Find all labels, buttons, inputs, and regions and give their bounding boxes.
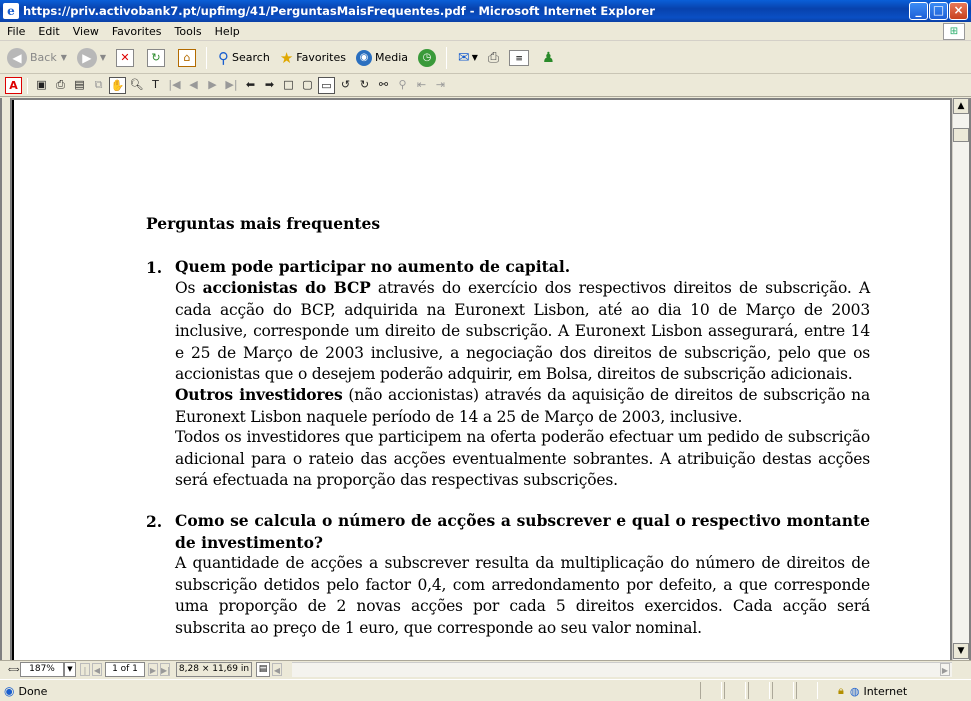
stop-icon: ✕ (116, 49, 134, 67)
pdf-page (12, 100, 950, 660)
back-label: Back (30, 51, 57, 64)
text-fragment: através do exercício dos respectivos direitos de subscrição. A cada acção do BCP, adquirida na Euronext Lisbon, até ao dia 10 de Março de 2003 inclusive, corresponde um direito de subscrição. A Euronext Lisbon assegurará, entre 14 e 25 de Março de 2003 inclusive, a negociação dos direitos de subscrição, pelo que os accionistas que o desejem poderão adquirir, em Bolsa, direitos de subscrição adicionais. (175, 279, 870, 383)
print-icon[interactable]: ⎙ (56, 78, 65, 91)
previous-page-icon: ◀ (92, 663, 102, 676)
web-capture-icon: ⇤ (416, 78, 427, 91)
edit-button[interactable] (506, 45, 535, 71)
close-button[interactable]: × (949, 2, 968, 20)
fit-page-icon[interactable]: ▢ (302, 78, 313, 91)
first-page-icon: | (80, 663, 90, 676)
zoom-tool-icon[interactable]: 🔍︎ (129, 78, 144, 91)
article-icon: ⇥ (435, 78, 446, 91)
menu-help[interactable]: Help (214, 24, 240, 38)
document-heading: Perguntas mais frequentes (146, 214, 381, 233)
home-icon: ⌂ (178, 49, 196, 67)
media-icon: ◉ (356, 50, 372, 66)
lock-icon[interactable]: 🔒︎ (838, 684, 844, 697)
page-done-icon: ◉ (4, 684, 15, 698)
status-text-area (4, 684, 47, 698)
bold-term: Outros investidores (175, 385, 343, 404)
fit-width-icon[interactable]: ▭ (318, 77, 335, 94)
status-panel (748, 682, 770, 699)
zoom-field[interactable]: 187% (20, 662, 64, 677)
favorites-button[interactable] (277, 45, 349, 71)
status-text: Done (18, 684, 48, 698)
menu-bar (0, 22, 971, 41)
page-size-readout: 8,28 × 11,69 in (176, 662, 252, 677)
refresh-button[interactable] (144, 45, 171, 71)
page-layout-icon[interactable]: ▤ (256, 662, 270, 677)
text-fragment: (não accionistas) através da aquisição de direitos de subscrição na Euronext Lisbon naquele período de 14 a 25 de Março de 2003, inclusive. (175, 386, 870, 426)
scroll-thumb[interactable] (953, 128, 969, 142)
last-page-icon: ▶| (225, 78, 238, 91)
question-number: 2. (146, 512, 163, 531)
stop-button[interactable] (113, 45, 140, 71)
navigation-pane-strip[interactable] (2, 98, 11, 660)
star-icon: ★ (279, 48, 294, 67)
security-zone (838, 684, 907, 698)
text-select-icon[interactable]: T (152, 78, 159, 91)
answer-paragraph (175, 384, 870, 428)
back-arrow-icon: ◀ (7, 48, 27, 68)
status-panel (772, 682, 794, 699)
next-page-icon: ▶ (208, 78, 217, 91)
menu-file[interactable]: File (7, 24, 26, 38)
search-pdf-icon: ⚲ (398, 78, 407, 91)
edit-icon: ≡ (509, 50, 529, 66)
search-icon: ⚲ (218, 48, 230, 67)
split-handle-icon[interactable]: ⟺ (8, 665, 20, 674)
previous-page-icon: ◀ (189, 78, 198, 91)
refresh-icon: ↻ (147, 49, 165, 67)
home-button[interactable] (175, 45, 202, 71)
find-icon[interactable]: ⚯ (378, 78, 389, 91)
maximize-button[interactable]: □ (929, 2, 948, 20)
rotate-left-icon[interactable]: ↺ (340, 78, 351, 91)
question-title: Como se calcula o número de acções a subscrever e qual o respectivo montante de investimento? (175, 511, 870, 552)
history-icon: ◷ (418, 49, 436, 67)
history-button[interactable] (415, 45, 442, 71)
minimize-button[interactable]: _ (909, 2, 928, 20)
answer-paragraph: A quantidade de acções a subscrever resulta da multiplicação do número de direitos de subscrição detidos pelo factor 0,4, com arredondamento por defeito, a que corresponde uma proporção de 2 novas acções por cada 5 direitos exercidos. Cada acção será subscrita ao preço de 1 euro, que corresponde ao seu valor nominal. (175, 554, 870, 637)
menu-tools[interactable]: Tools (174, 24, 202, 38)
actual-size-icon[interactable]: □ (283, 78, 294, 91)
media-button[interactable] (353, 45, 411, 71)
scroll-left-icon[interactable]: ◀ (272, 663, 282, 676)
answer-paragraph (175, 277, 870, 386)
scroll-down-icon[interactable]: ▼ (953, 643, 969, 659)
status-panel (700, 682, 722, 699)
mail-button[interactable] (455, 45, 481, 71)
back-dropdown-icon[interactable]: ▼ (60, 53, 67, 62)
first-page-icon: |◀ (168, 78, 181, 91)
toolbar-separator (446, 47, 447, 69)
favorites-label: Favorites (296, 51, 346, 64)
print-button[interactable] (485, 45, 502, 71)
answer-paragraph: Todos os investidores que participem na oferta poderão efectuar um pedido de subscrição adicional para o rateio das acções eventualmente sobrantes. A atribuição destas acções será efectuada na proporção das respectivas subscrições. (175, 428, 870, 489)
menu-view[interactable]: View (72, 24, 99, 38)
rotate-right-icon[interactable]: ↻ (359, 78, 370, 91)
forward-arrow-icon: ▶ (77, 48, 97, 68)
pdf-navigation-bar (0, 660, 971, 678)
bold-term: accionistas do BCP (202, 278, 371, 297)
messenger-button[interactable] (539, 45, 558, 71)
title-bar (0, 0, 971, 22)
hand-tool-icon[interactable]: ✋ (110, 79, 125, 92)
toolbar-separator (27, 78, 28, 94)
forward-dropdown-icon[interactable]: ▼ (99, 53, 107, 62)
scroll-right-icon[interactable]: ▶ (940, 663, 950, 676)
go-forward-icon[interactable]: ➡ (264, 78, 275, 91)
standard-toolbar (0, 42, 971, 74)
menu-favorites[interactable]: Favorites (111, 24, 162, 38)
internet-zone-icon: ◍ (849, 684, 860, 698)
text-fragment: Os (175, 279, 203, 297)
scroll-up-icon[interactable]: ▲ (953, 98, 969, 114)
zoom-dropdown-icon[interactable]: ▼ (64, 662, 76, 677)
page-indicator[interactable]: 1 of 1 (105, 662, 145, 677)
search-label: Search (232, 51, 270, 64)
search-button[interactable] (215, 45, 273, 71)
vertical-scrollbar[interactable] (952, 98, 969, 660)
mail-icon: ✉ (458, 49, 470, 66)
mail-dropdown-icon[interactable]: ▼ (471, 53, 478, 62)
toolbar-separator (206, 47, 207, 69)
go-back-icon[interactable]: ⬅ (245, 78, 256, 91)
status-panel (796, 682, 818, 699)
status-panel (724, 682, 746, 699)
last-page-icon: ▶| (160, 663, 170, 676)
back-button[interactable] (4, 45, 70, 71)
window-title: https://priv.activobank7.pt/upfimg/41/PerguntasMaisFrequentes.pdf - Microsoft Internet Explorer (23, 4, 655, 18)
ie-logo-icon: e (3, 3, 19, 19)
acrobat-toolbar (0, 75, 971, 97)
zone-label: Internet (863, 684, 908, 698)
horizontal-scrollbar[interactable] (292, 662, 952, 677)
forward-button[interactable] (74, 45, 109, 71)
next-page-icon: ▶ (148, 663, 158, 676)
copy-icon: ⧉ (94, 78, 103, 91)
messenger-icon: ♟ (542, 49, 555, 66)
media-label: Media (374, 51, 409, 64)
status-bar (0, 679, 971, 701)
question-number: 1. (146, 258, 163, 277)
print-icon: ⎙ (487, 49, 500, 66)
save-icon[interactable]: ▣ (36, 78, 47, 91)
adobe-logo-icon[interactable]: A (5, 77, 22, 94)
question-title: Quem pode participar no aumento de capital. (175, 257, 571, 276)
bookmarks-icon[interactable]: ▤ (74, 78, 85, 91)
menu-edit[interactable]: Edit (38, 24, 60, 38)
windows-logo-icon: ⊞ (943, 23, 965, 40)
